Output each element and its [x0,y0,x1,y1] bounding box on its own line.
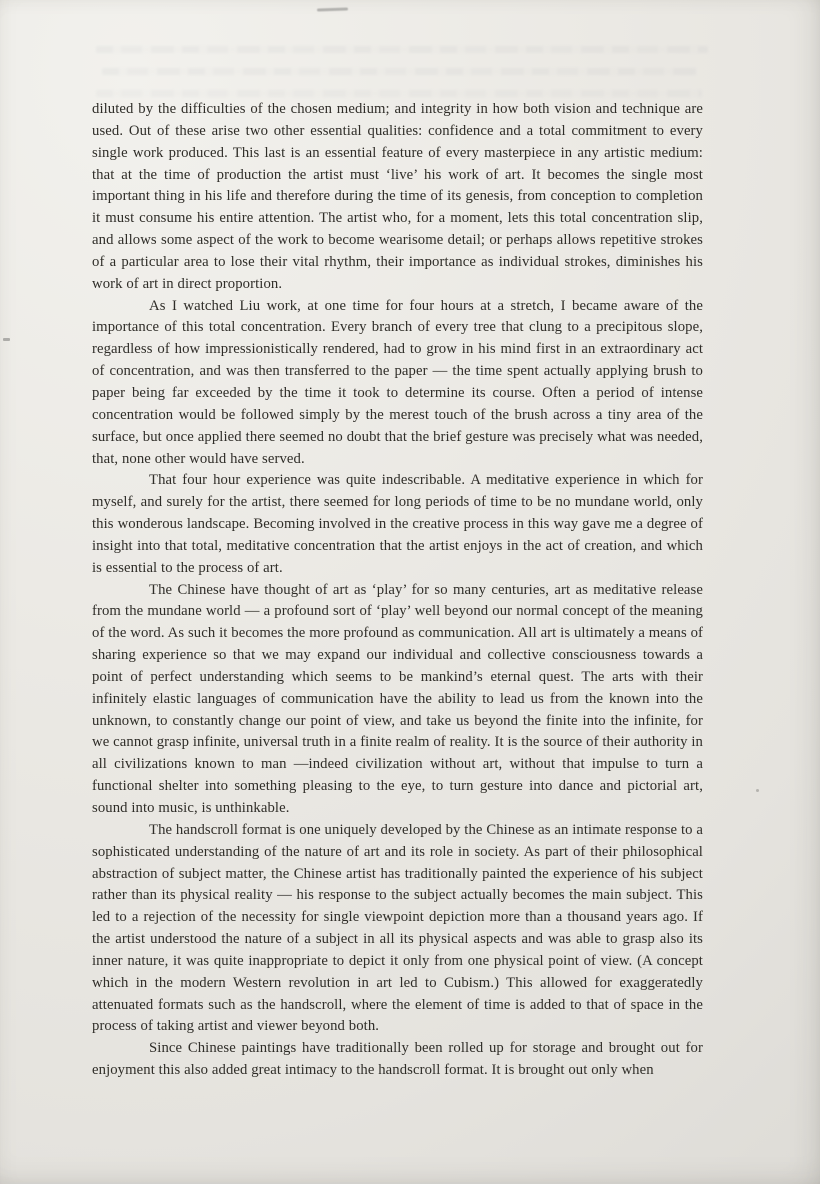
page-text-block [92,99,703,1082]
paragraph: The handscroll format is one uniquely developed by the Chinese as an intimate response to a sophisticated understanding of the nature of art and its role in society. As part of their philosophical abstraction of subject matter, the Chinese artist has traditionally painted the experience of his subject rather than its physical reality — his response to the subject actually becomes the main subject. This led to a rejection of the necessity for single viewpoint depiction more than a thousand years ago. If the artist understood the nature of a subject in all its physical aspects and was able to grasp also its inner nature, it was quite inappropriate to depict it only from one physical point of view. (A concept which in the modern Western revolution in art led to Cubism.) This allowed for exaggeratedly attenuated formats such as the handscroll, where the element of time is added to that of space in the process of taking artist and viewer beyond both. [92,821,703,1035]
paragraph: The Chinese have thought of art as ‘play’ for so many centuries, art as meditative release from the mundane world — a profound sort of ‘play’ well beyond our normal concept of the meaning of the word. As such it becomes the more profound as communication. All art is ultimately a means of sharing experience so that we may expand our individual and collective consciousness towards a point of perfect understanding which seems to be mankind’s eternal quest. The arts with their infinitely elastic languages of communication have the ability to lead us from the known into the unknown, to constantly change our point of view, and take us beyond the finite into the infinite, for we cannot grasp infinite, universal truth in a finite realm of reality. It is the source of their authority in all civilizations known to man —indeed civilization without art, without that impulse to turn a functional shelter into something pleasing to the eye, to turn gesture into dance and pictorial art, sound into music, is unthinkable. [92,581,703,816]
paragraph: Since Chinese paintings have traditionally been rolled up for storage and brought out for enjoyment this also added great intimacy to the handscroll format. It is brought out only when [92,1040,703,1079]
bleed-through-line [102,68,696,75]
paragraph: That four hour experience was quite indescribable. A meditative experience in which for myself, and surely for the artist, there seemed for long periods of time to be no mundane world, only this wonderous landscape. Becoming involved in the creative process in this way gave me a degree of insight into that total, meditative concentration that the artist enjoys in the act of creation, and which is essential to the process of art. [92,472,703,576]
bleed-through-line [96,90,702,97]
bleed-through-line [96,46,708,53]
scan-artifact-speck [3,338,10,341]
scan-artifact-dot [756,789,759,792]
scan-artifact-dash [317,7,348,11]
paragraph: As I watched Liu work, at one time for four hours at a stretch, I became aware of the importance of this total concentration. Every branch of every tree that clung to a precipitous slope, regardless of how impressionistically rendered, had to grow in his mind first in an extraordinary act of concentration, and was then transferred to the paper — the time spent actually applying brush to paper being far exceeded by the time it took to determine its course. Often a period of intense concentration would be followed simply by the merest touch of the brush across a tiny area of the surface, but once applied there seemed no doubt that the brief gesture was precisely what was needed, that, none other would have served. [92,297,703,467]
paragraph: diluted by the difficulties of the chosen medium; and integrity in how both vision and technique are used. Out of these arise two other essential qualities: confidence and a total commitment to every single work produced. This last is an essential feature of every masterpiece in any artistic medium: that at the time of production the artist must ‘live’ his work of art. It becomes the single most important thing in his life and therefore during the time of its genesis, from conception to completion it must consume his entire attention. The artist who, for a moment, lets this total concentration slip, and allows some aspect of the work to become wearisome detail; or perhaps allows repetitive strokes of a particular area to lose their vital rhythm, their importance as individual strokes, diminishes his work of art in direct proportion. [92,101,703,292]
